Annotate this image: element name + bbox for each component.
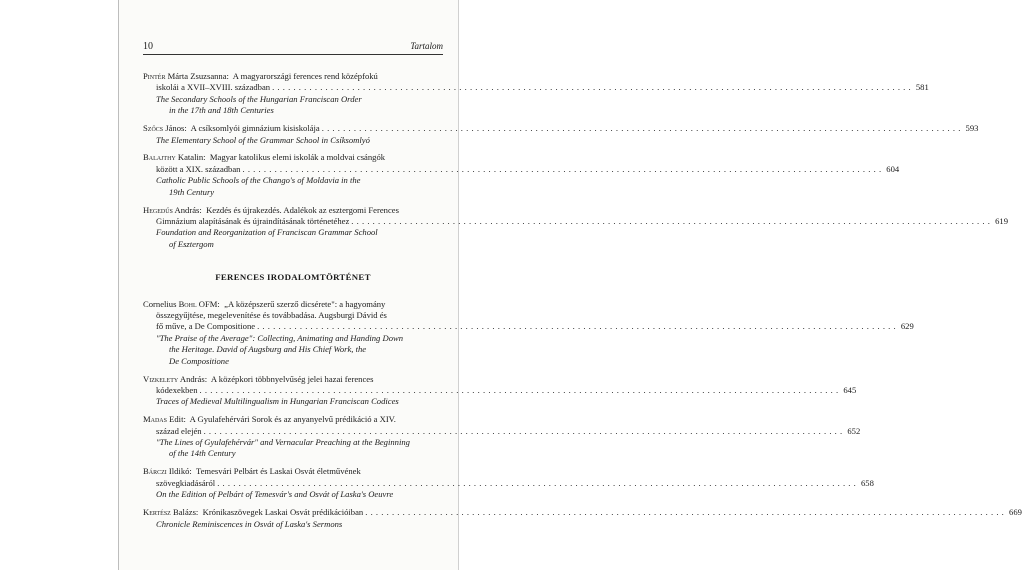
toc-page-number: 652 [847, 425, 861, 436]
author-surname: Bohl [178, 298, 197, 309]
leader-dots: ........................................................................................................................ [351, 215, 994, 226]
toc-english-title: the Heritage. David of Augsburg and His Chief Work, the [169, 344, 367, 355]
toc-entry [143, 373, 857, 408]
author-rest: Ildikó: [166, 466, 192, 477]
toc-entry-first-line [143, 299, 443, 310]
toc-author [143, 71, 378, 82]
leader-dots: ........................................................................................................................ [242, 163, 885, 174]
author-rest: Balázs: [170, 507, 199, 518]
toc-entry [143, 71, 929, 117]
toc-title-last-line [143, 215, 1008, 227]
toc-entries-bottom [143, 298, 1022, 530]
toc-author [143, 205, 399, 216]
leader-dots: ........................................................................................................................ [199, 384, 842, 395]
toc-title-text: A csíksomlyói gimnázium kisiskolája [190, 123, 320, 134]
leader-dots: ........................................................................................................................ [203, 425, 846, 436]
toc-title-last-line [143, 425, 861, 437]
toc-page-number: 619 [995, 215, 1008, 226]
toc-author [143, 374, 373, 385]
toc-page-number: 669 [1009, 507, 1022, 518]
toc-title-last-line [143, 384, 857, 396]
toc-title-text: Gimnázium alapításának és újraindításának történetéhez [156, 215, 350, 226]
author-surname: Vizkelety [143, 373, 179, 384]
leader-dots: ........................................................................................................................ [272, 82, 914, 93]
author-surname: Balajthy [143, 152, 176, 163]
author-surname: Kertész [143, 507, 171, 518]
toc-page-number: 604 [886, 163, 900, 174]
toc-entry [143, 298, 914, 367]
toc-english-title: "The Praise of the Average": Collecting, Animating and Handing Down [156, 332, 404, 343]
table-of-contents [143, 71, 1022, 536]
author-rest: András: [172, 204, 202, 215]
toc-title-text: Temesvári Pelbárt és Laskai Osvát életművének [195, 466, 361, 477]
toc-title-text: Magyar katolikus elemi iskolák a moldvai csángók [209, 152, 386, 163]
toc-title-line: összegyűjtése, megelevenítése és továbbadása. Augsburgi Dávid és [156, 310, 387, 320]
author-surname: Szőcs [143, 123, 164, 134]
toc-author [143, 507, 363, 518]
toc-page-number: 593 [965, 123, 979, 134]
leader-dots: ........................................................................................................................ [217, 477, 859, 488]
toc-author [143, 152, 385, 163]
toc-page-number: 629 [900, 321, 914, 332]
toc-english-title: The Elementary School of the Grammar School in Csíksomlyó [156, 134, 370, 145]
toc-english-title: in the 17th and 18th Centuries [169, 105, 274, 116]
toc-english-title: On the Edition of Pelbárt of Temesvár's and Osvát of Laska's Oeuvre [156, 489, 394, 500]
toc-title-text: „A középszerű szerző dicsérete": a hagyomány [224, 298, 386, 309]
toc-english-title: 19th Century [169, 186, 215, 197]
toc-title-text: A Gyulafehérvári Sorok és az anyanyelvű prédikáció a XIV. [189, 414, 396, 425]
toc-english-title: "The Lines of Gyulafehérvár" and Vernacular Preaching at the Beginning [156, 437, 410, 448]
author-surname: Hegedűs [143, 204, 173, 215]
toc-entries-top [143, 71, 1008, 250]
toc-title-text: század elején [156, 425, 202, 436]
author-surname: Bárczi [143, 466, 167, 477]
toc-title-last-line [143, 321, 914, 332]
toc-title-last-line [143, 82, 929, 93]
toc-entry-first-line [143, 205, 443, 216]
toc-english-title: Catholic Public Schools of the Chango's of Moldavia in the [156, 175, 361, 186]
toc-entry-first-line [143, 71, 443, 82]
toc-author [143, 299, 385, 310]
author-rest: János: [163, 123, 187, 134]
toc-english-title: of Esztergom [169, 238, 214, 249]
author-surname: Madas [143, 414, 167, 425]
leader-dots: ........................................................................................................................ [257, 321, 899, 332]
toc-entry [143, 204, 1008, 251]
toc-entry [143, 466, 874, 500]
toc-title-text: között a XIX. században [156, 163, 241, 174]
author-rest: Edit: [166, 414, 186, 425]
toc-page-number: 658 [861, 477, 874, 488]
toc-entry [143, 152, 900, 198]
toc-page-number: 645 [843, 384, 857, 395]
toc-english-title: Foundation and Reorganization of Franciscan Grammar School [156, 227, 378, 238]
toc-english-title: De Compositione [169, 355, 229, 366]
toc-title-last-line [143, 163, 900, 175]
toc-title-text: A középkori többnyelvűség jelei hazai ferences [210, 373, 374, 384]
toc-english-title: The Secondary Schools of the Hungarian Franciscan Order [156, 93, 362, 104]
author-given-name: Cornelius [143, 298, 179, 309]
author-rest: OFM: [196, 298, 220, 309]
leader-dots: ........................................................................................................................ [365, 507, 1008, 518]
page-number: 10 [143, 41, 153, 52]
toc-title-text: Krónikaszövegek Laskai Osvát prédikációiban [202, 507, 364, 518]
toc-entry-first-line [143, 374, 443, 385]
toc-entry-first-line [143, 414, 443, 425]
leader-dots: ........................................................................................................................ [321, 123, 964, 134]
toc-title-text: szövegkiadásáról [156, 477, 216, 488]
toc-english-title: Chronicle Reminiscences in Osvát of Laska's Sermons [156, 518, 343, 529]
toc-entry [143, 123, 979, 146]
toc-entry-first-line [143, 466, 443, 477]
toc-author [143, 123, 320, 134]
toc-title-text: iskolái a XVII–XVIII. században [156, 82, 271, 93]
author-surname: Pintér [143, 71, 166, 81]
toc-entry [143, 414, 861, 460]
toc-title-text: kódexekben [156, 384, 198, 395]
toc-page-number: 581 [915, 82, 929, 93]
toc-entry [143, 507, 1022, 530]
author-rest: András: [178, 373, 208, 384]
toc-title-text: A magyarországi ferences rend középfokú [232, 71, 378, 81]
toc-entry-first-line [143, 123, 979, 134]
toc-entry-first-line [143, 152, 443, 163]
toc-english-title: Traces of Medieval Multilingualism in Hungarian Franciscan Codices [156, 396, 399, 407]
section-heading: FERENCES IRODALOMTÖRTÉNET [215, 272, 371, 283]
toc-english-title: of the 14th Century [169, 448, 236, 459]
toc-title-text: Kezdés és újrakezdés. Adalékok az esztergomi Ferences [206, 204, 399, 215]
toc-author [143, 414, 396, 425]
toc-author [143, 466, 361, 477]
running-section-title: Tartalom [410, 41, 443, 51]
toc-title-last-line [143, 477, 874, 489]
author-rest: Katalin: [175, 152, 206, 163]
author-rest: Márta Zsuzsanna: [165, 71, 229, 81]
running-header [143, 40, 443, 55]
toc-title-text: fő műve, a De Compositione [156, 321, 256, 332]
toc-entry-first-line [143, 507, 1022, 518]
